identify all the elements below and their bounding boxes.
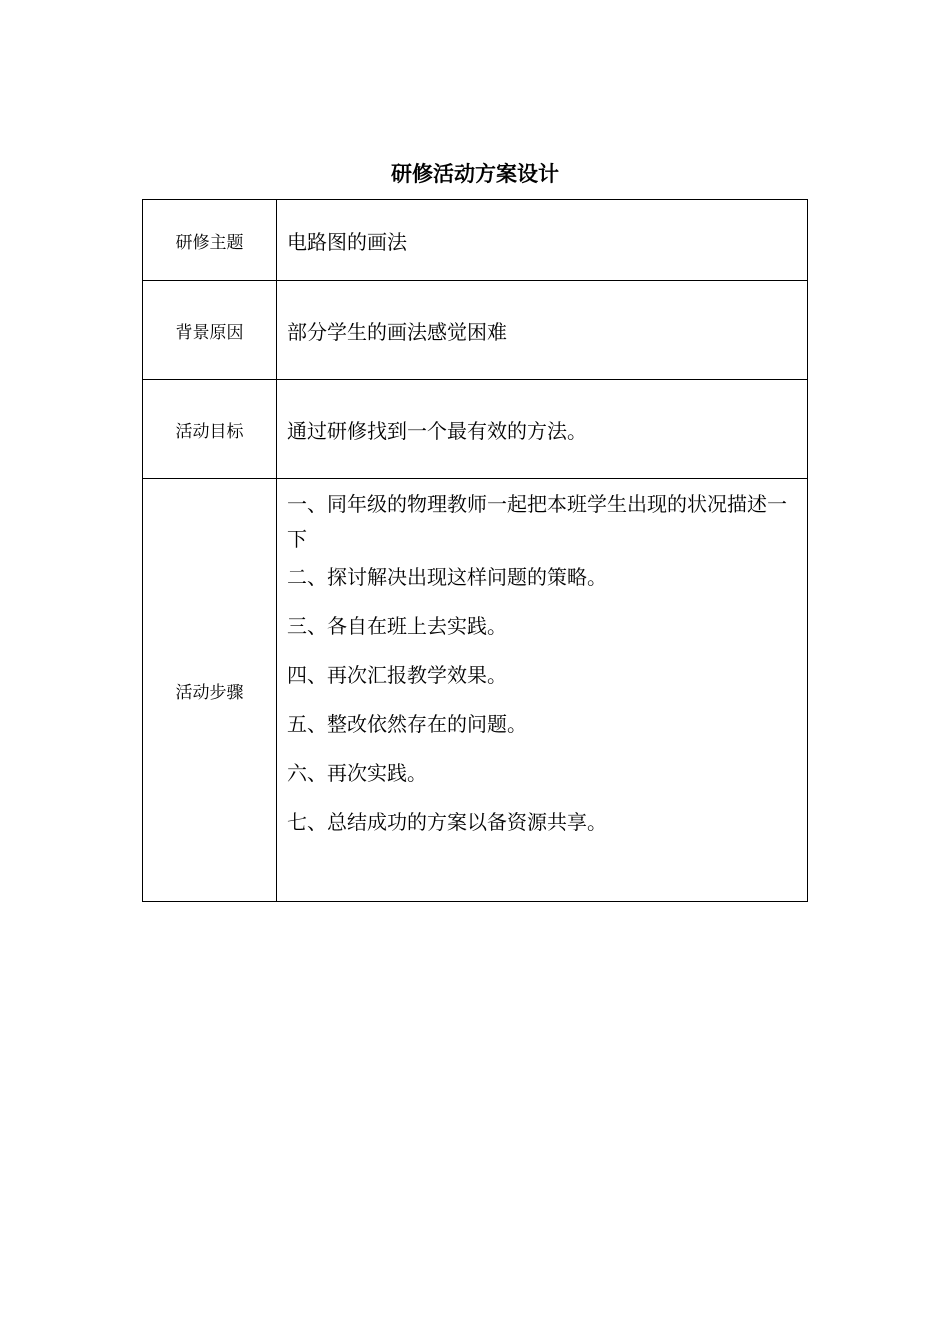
row-label-goal: 活动目标 (143, 380, 277, 479)
table-row (143, 380, 808, 479)
steps-list (287, 479, 801, 840)
row-value-topic: 电路图的画法 (277, 200, 808, 281)
step-item: 一、同年级的物理教师一起把本班学生出现的状况描述一下 (287, 492, 787, 551)
row-label-background: 背景原因 (143, 281, 277, 380)
row-value-steps (277, 479, 808, 902)
row-label-steps: 活动步骤 (143, 479, 277, 902)
step-item: 四、再次汇报教学效果。 (287, 663, 507, 687)
step-item: 三、各自在班上去实践。 (287, 614, 507, 638)
step-item: 二、探讨解决出现这样问题的策略。 (287, 565, 607, 589)
plan-table (142, 199, 808, 902)
step-item: 七、总结成功的方案以备资源共享。 (287, 810, 607, 834)
row-value-goal: 通过研修找到一个最有效的方法。 (277, 380, 808, 479)
page-title: 研修活动方案设计 (391, 161, 559, 186)
table-row (143, 200, 808, 281)
row-label-topic: 研修主题 (143, 200, 277, 281)
step-item: 五、整改依然存在的问题。 (287, 712, 527, 736)
row-value-background: 部分学生的画法感觉困难 (277, 281, 808, 380)
table-row (143, 281, 808, 380)
step-item: 六、再次实践。 (287, 761, 427, 785)
table-row (143, 479, 808, 902)
